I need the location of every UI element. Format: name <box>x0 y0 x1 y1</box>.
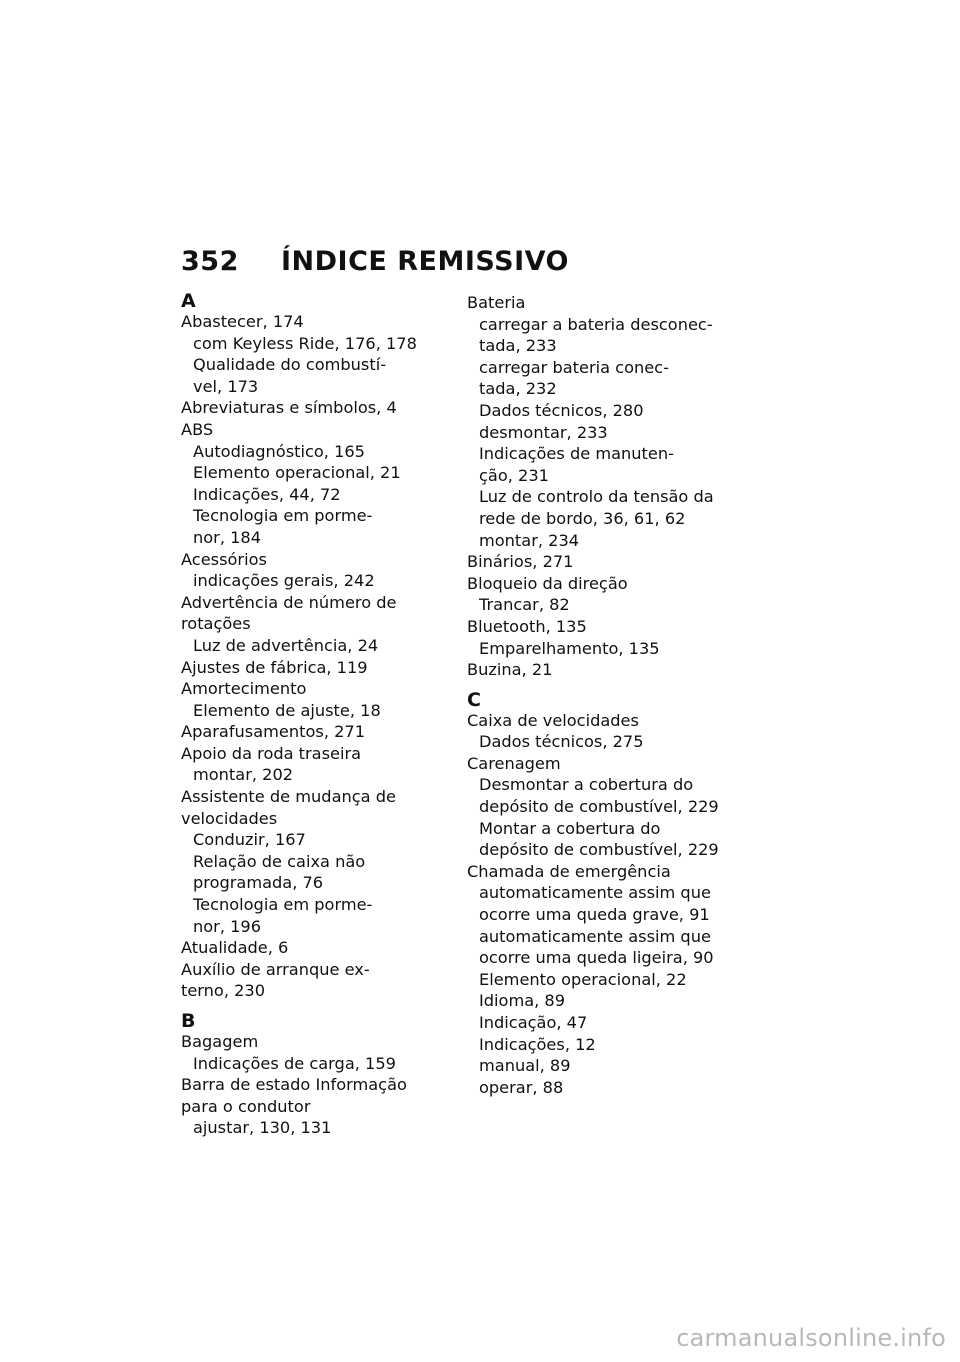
index-entry-line: Bloqueio da direção <box>467 573 628 593</box>
index-subentry <box>467 400 747 422</box>
index-subentry <box>181 441 461 463</box>
index-entry-line: velocidades <box>181 808 278 828</box>
index-entry-line: desmontar, 233 <box>479 422 608 442</box>
index-entry-line: Trancar, 82 <box>479 595 570 615</box>
index-subentry <box>467 357 747 400</box>
index-entry-line: Tecnologia em porme- <box>193 506 373 526</box>
index-entry-line: Elemento de ajuste, 18 <box>193 700 381 720</box>
index-entry-line: Indicações, 12 <box>479 1034 596 1054</box>
index-entry-line: Emparelhamento, 135 <box>479 638 660 658</box>
index-subentry <box>467 638 747 660</box>
index-entry-line: Luz de advertência, 24 <box>193 635 379 655</box>
index-entry-line: Conduzir, 167 <box>193 830 306 850</box>
index-entry <box>181 743 461 765</box>
index-entry <box>181 657 461 679</box>
index-subentry <box>467 1055 747 1077</box>
index-entry <box>467 573 747 595</box>
index-entry-line: carregar a bateria desconec- <box>479 314 713 334</box>
index-entry-line: rotações <box>181 614 251 634</box>
page-header <box>181 246 569 277</box>
index-entry-line: Tecnologia em porme- <box>193 895 373 915</box>
index-subentry <box>181 484 461 506</box>
index-entry-line: Acessórios <box>181 549 267 569</box>
index-entry <box>181 592 461 635</box>
index-entry-line: Dados técnicos, 275 <box>479 732 644 752</box>
index-entry-line: Bluetooth, 135 <box>467 616 587 636</box>
index-subentry <box>181 333 461 355</box>
index-entry <box>467 710 747 732</box>
index-subentry <box>467 818 747 861</box>
index-entry <box>467 616 747 638</box>
index-entry-line: carregar bateria conec- <box>479 357 669 377</box>
index-entry-line: Advertência de número de <box>181 592 397 612</box>
index-entry-line: nor, 196 <box>193 916 262 936</box>
index-letter-heading: B <box>181 1010 196 1032</box>
index-entry-line: com Keyless Ride, 176, 178 <box>193 333 417 353</box>
page-title: ÍNDICE REMISSIVO <box>281 246 570 277</box>
index-subentry <box>467 314 747 357</box>
index-letter-heading: A <box>181 290 196 312</box>
index-entry-line: Ajustes de fábrica, 119 <box>181 657 368 677</box>
index-entry-line: Elemento operacional, 22 <box>479 969 687 989</box>
index-subentry <box>467 882 747 925</box>
index-subentry <box>181 505 461 548</box>
index-entry-line: rede de bordo, 36, 61, 62 <box>479 508 686 528</box>
index-entry-line: Indicação, 47 <box>479 1013 588 1032</box>
page-number: 352 <box>181 246 239 277</box>
index-entry-line: Chamada de emergência <box>467 861 671 881</box>
index-entry-line: Indicações de manuten- <box>479 444 674 464</box>
index-subentry <box>467 1012 747 1034</box>
index-entry-line: Barra de estado Informação <box>181 1075 407 1095</box>
index-subentry <box>467 1034 747 1056</box>
index-subentry <box>467 990 747 1012</box>
index-entry-line: Buzina, 21 <box>467 660 553 680</box>
index-entry <box>467 659 747 681</box>
index-entry <box>181 786 461 829</box>
index-entry <box>467 753 747 775</box>
index-entry-line: Abreviaturas e símbolos, 4 <box>181 398 397 418</box>
index-entry <box>181 1074 461 1117</box>
index-subentry <box>181 1117 461 1139</box>
index-subentry <box>181 700 461 722</box>
index-entry-line: Abastecer, 174 <box>181 312 304 331</box>
index-entry-line: Auxílio de arranque ex- <box>181 959 370 979</box>
index-entry-line: ção, 231 <box>479 465 549 485</box>
index-entry <box>181 419 461 441</box>
index-entry-line: ajustar, 130, 131 <box>193 1118 332 1138</box>
index-entry-line: ocorre uma queda grave, 91 <box>479 905 710 925</box>
index-subentry <box>181 354 461 397</box>
index-entry-line: depósito de combustível, 229 <box>479 797 719 817</box>
index-entry-line: Amortecimento <box>181 679 307 699</box>
watermark: carmanualsonline.info <box>676 1324 946 1352</box>
index-subentry <box>467 486 747 529</box>
index-entry-line: Aparafusamentos, 271 <box>181 722 366 742</box>
index-subentry <box>467 1077 747 1099</box>
index-entry-line: automaticamente assim que <box>479 883 711 903</box>
index-entry <box>467 292 747 314</box>
index-entry-line: Qualidade do combustí- <box>193 355 387 375</box>
index-letter-heading: C <box>467 688 481 711</box>
index-entry-line: ABS <box>181 419 214 439</box>
index-entry-line: Dados técnicos, 280 <box>479 400 644 420</box>
index-subentry <box>467 594 747 616</box>
index-subentry <box>181 894 461 937</box>
index-entry-line: Autodiagnóstico, 165 <box>193 441 365 461</box>
index-entry-line: montar, 234 <box>479 530 580 550</box>
index-entry-line: Elemento operacional, 21 <box>193 463 401 483</box>
index-subentry <box>467 969 747 991</box>
index-entry-line: nor, 184 <box>193 527 262 547</box>
index-entry-line: montar, 202 <box>193 765 294 785</box>
index-entry-line: ocorre uma queda ligeira, 90 <box>479 948 714 968</box>
index-entry-line: para o condutor <box>181 1096 311 1116</box>
index-subentry <box>181 829 461 851</box>
index-entry-line: depósito de combustível, 229 <box>479 840 719 860</box>
index-subentry <box>467 422 747 444</box>
index-entry-line: tada, 232 <box>479 379 557 399</box>
index-entry <box>467 551 747 573</box>
index-entry-line: Luz de controlo da tensão da <box>479 487 714 507</box>
index-entry-line: vel, 173 <box>193 376 259 396</box>
index-entry-line: Bagagem <box>181 1032 259 1051</box>
index-subentry <box>467 530 747 552</box>
index-subentry <box>181 851 461 894</box>
index-entry-line: Apoio da roda traseira <box>181 743 362 763</box>
index-entry-line: manual, 89 <box>479 1056 571 1076</box>
index-entry-line: Desmontar a cobertura do <box>479 775 694 795</box>
index-entry-line: Idioma, 89 <box>479 991 566 1011</box>
index-subentry <box>181 764 461 786</box>
index-entry-line: programada, 76 <box>193 873 324 893</box>
index-column-left <box>181 292 461 1139</box>
index-entry <box>181 959 461 1002</box>
index-entry <box>181 397 461 419</box>
index-subentry <box>467 731 747 753</box>
index-entry <box>181 549 461 571</box>
index-column-right <box>467 292 747 1098</box>
index-entry-line: terno, 230 <box>181 981 266 1001</box>
index-entry-line: Bateria <box>467 293 526 312</box>
index-entry-line: Montar a cobertura do <box>479 818 661 838</box>
index-entry <box>467 861 747 883</box>
index-entry-line: tada, 233 <box>479 336 557 356</box>
index-entry-line: Atualidade, 6 <box>181 938 289 958</box>
index-entry <box>181 311 461 333</box>
index-entry <box>181 721 461 743</box>
index-entry-line: Indicações, 44, 72 <box>193 484 341 504</box>
index-entry-line: operar, 88 <box>479 1077 564 1097</box>
index-subentry <box>467 443 747 486</box>
index-subentry <box>181 635 461 657</box>
index-subentry <box>467 774 747 817</box>
index-entry-line: Indicações de carga, 159 <box>193 1053 396 1073</box>
index-entry-line: Assistente de mudança de <box>181 787 396 807</box>
index-entry-line: Carenagem <box>467 753 561 773</box>
index-entry-line: automaticamente assim que <box>479 926 711 946</box>
index-entry <box>181 678 461 700</box>
index-entry-line: Relação de caixa não <box>193 851 366 871</box>
index-entry <box>181 937 461 959</box>
index-subentry <box>181 570 461 592</box>
index-subentry <box>467 926 747 969</box>
index-entry-line: Caixa de velocidades <box>467 710 639 730</box>
index-entry-line: Binários, 271 <box>467 552 574 572</box>
index-subentry <box>181 1053 461 1075</box>
index-subentry <box>181 462 461 484</box>
index-entry-line: indicações gerais, 242 <box>193 571 375 591</box>
index-entry <box>181 1031 461 1053</box>
